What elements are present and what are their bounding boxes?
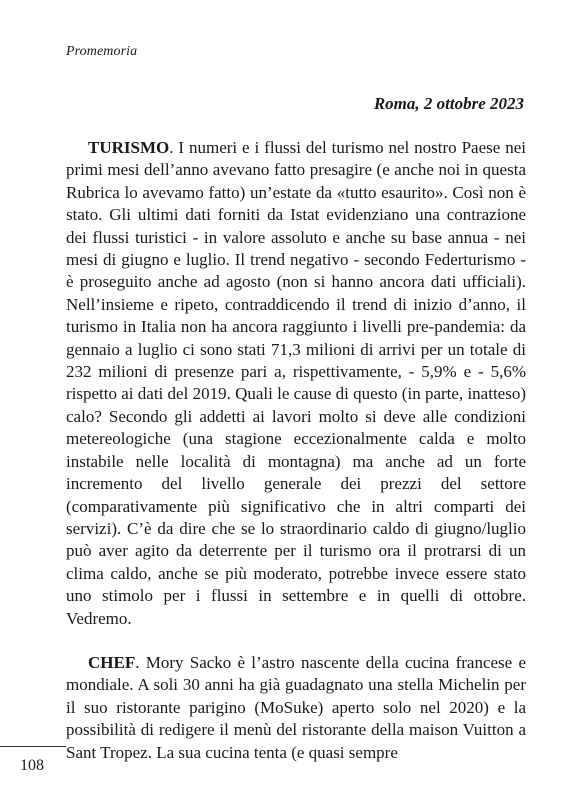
dateline: Roma, 2 ottobre 2023 bbox=[373, 94, 524, 113]
page-number: 108 bbox=[20, 757, 44, 774]
article-body bbox=[66, 137, 526, 764]
paragraph-chef bbox=[66, 652, 526, 764]
paragraph-turismo bbox=[66, 137, 526, 630]
running-header: Promemoria bbox=[66, 44, 138, 59]
paragraph-text: . Mory Sacko è l’astro nascente della cucina francese e mondiale. A soli 30 anni ha già guadagnato una stella Michelin per il suo ristorante parigino (MoSuke) aperto solo nel 2020) e la possibilità di redigere il menù del ristorante della maison Vuitton a Sant Tropez. La sua cucina tenta (e quasi sempre bbox=[66, 652, 526, 762]
paragraph-text: . I numeri e i flussi del turismo nel nostro Paese nei primi mesi dell’anno avevano fatto presagire (e anche noi in questa Rubrica lo avevamo fatto) un’estate da «tutto esaurito». Così non è stato. Gli ultimi dati forniti da Istat evidenziano una contrazione dei flussi turistici - in valore assoluto e anche su base annua - nei mesi di giugno e luglio. Il trend negativo - secondo Federturismo - è proseguito anche ad agosto (non si hanno ancora dati ufficiali). Nell’insieme e ripeto, contraddicendo il trend di inizio d’anno, il turismo in Italia non ha ancora raggiunto i livelli pre-pandemia: da gennaio a luglio ci sono stati 71,3 milioni di arrivi per un totale di 232 milioni di presenze pari a, rispettivamente, - 5,9% e - 5,6% rispetto ai dati del 2019. Quali le cause di questo (in parte, inatteso) calo? Secondo gli addetti ai lavori molto si deve alle condizioni metereologiche (una stagione eccezionalmente calda e molto instabile nelle località di montagna) ma anche ad un forte incremento del livello generale dei prezzi del settore (comparativamente più significativo che in altri comparti dei servizi). C’è da dire che se lo straordinario caldo di giugno/luglio può aver agito da deterrente per il turismo ora il protrarsi di un clima caldo, anche se più moderato, potrebbe invece essere stato uno stimolo per i flussi in settembre e in quelli di ottobre. Vedremo. bbox=[66, 138, 526, 628]
section-lead-chef: CHEF bbox=[88, 652, 136, 672]
section-lead-turismo: TURISMO bbox=[88, 138, 170, 157]
footer-rule bbox=[0, 746, 66, 747]
